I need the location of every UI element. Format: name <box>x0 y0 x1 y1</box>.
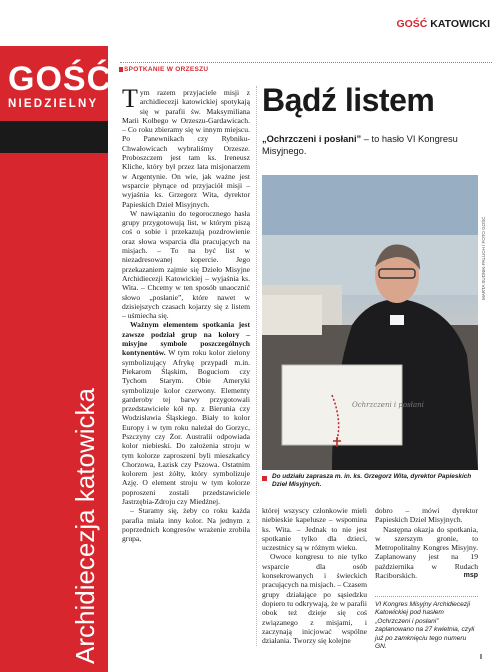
col3-paragraph-2-text: Następna okazja do spotkania, w szerszym gronie, to Metropolitalny Kongres Misyjny. Zaplanowany jest na 19 października w Rudach Raciborskich. <box>375 524 478 581</box>
logo-gosc: GOŚĆ <box>8 60 113 98</box>
page-number: I <box>480 654 482 661</box>
issue-box <box>0 121 108 153</box>
article-column-2 <box>262 506 367 645</box>
header-brand-gosc: GOŚĆ <box>396 18 428 30</box>
col3-paragraph-2 <box>375 525 478 581</box>
note-divider <box>375 596 478 597</box>
paragraph-1 <box>122 84 250 209</box>
gosc-niedzielny-logo <box>8 60 113 110</box>
article-lead <box>262 133 472 157</box>
paragraph-3 <box>122 320 250 506</box>
paragraph-4: – Staramy się, żeby co roku każda parafia miała inny kolor. Na jednym z poprzednich kongresów wrażenie zrobiła grupa, <box>122 506 250 544</box>
section-marker <box>119 67 123 72</box>
col2-paragraph-1: której wszyscy członkowie mieli niebieskie kapelusze – wspomina ks. Wita. – Jednak to nie jest spotkanie tylko dla dzieci, uczestnicy są w różnym wieku. <box>262 506 367 553</box>
editorial-note: VI Kongres Misyjny Archidiecezji Katowickiej pod hasłem „Ochrzczeni i posłani” zaplanowano na 27 kwietnia, czyli już po zamknięciu tego numeru GN. <box>375 601 475 651</box>
article-column-1 <box>122 84 250 544</box>
priest-photo <box>262 175 478 470</box>
issue-date: 28 kwietnia 2019 <box>441 128 490 135</box>
paragraph-3-bold: Ważnym elementem spotkania jest zawsze podział grup na kolory – misyjne symbole poszczególnych kontynentów. <box>122 320 250 358</box>
caption-marker <box>262 476 267 481</box>
header-brand <box>396 18 490 30</box>
website-url: www.katowice.gosc.pl <box>424 160 496 167</box>
sidebar-top-white <box>0 0 108 46</box>
author-signature: msp <box>463 572 478 580</box>
letter-handwriting: Ochrzczeni i posłani <box>352 401 424 409</box>
paragraph-3-text: W tym roku kolor zielony symbolizujący Afrykę przypadł m.in. Piekarom Śląskim, Boguciom czy Tychom Starym. Obie Ameryki symbolizuje kolor czerwony. Elementy garderoby tej barwy przygotowali przedstawiciele kół np. z Bierunia czy Wodzisławia Śląskiego. Biały to kolor Europy i w tym roku należał do Gorzyc, Pszczyny czy Żor. Australii odpowiada kolor niebieski. Do założenia stroju w tym kolorze zaproszeni byli mieszkańcy Chorzowa, Łazisk czy Pszowa. Ostatnim kolorem jest żółty, który symbolizuje Azję. O element stroju w tym kolorze poproszeni zostali przedstawiciele Jastrzębia-Zdroju czy Miedźnej. <box>122 348 250 507</box>
logo-niedzielny: NIEDZIELNY <box>8 98 99 110</box>
col2-paragraph-2: Owoce kongresu to nie tylko wsparcie dla osób konsekrowanych i świeckich pracujących na misjach. – Czasem grupy działające po sąsiedzku dopiero tu odkrywają, że w parafii obok też dzieje się coś związanego z misjami, i zaczynają inicjować wspólne działania. Tworzy się kolejne <box>262 552 367 646</box>
photo-illustration <box>262 175 478 470</box>
article-headline: Bądź listem <box>262 82 435 118</box>
drop-cap: T <box>122 84 138 113</box>
column-divider <box>256 86 257 646</box>
header-brand-region: KATOWICKI <box>430 18 490 30</box>
section-tag: SPOTKANIE W ORZESZU <box>124 66 209 73</box>
photo-credit: MARTA SUDNIK-PALUCH / FOTO GOŚĆ <box>481 216 486 300</box>
lead-quote: „Ochrzczeni i posłani” <box>262 134 362 144</box>
vertical-section-title: Archidiecezja katowicka <box>70 387 100 664</box>
article-column-3 <box>375 506 478 580</box>
paragraph-2: W nawiązaniu do tegorocznego hasła grupy przygotowują list, w którym piszą coś o sobie i przekazują pozdrowienie oraz słowa wsparcia dla pracujących na misjach. – To na być list w niezadresowanej kopercie. Jego przekazaniem zajmie się Dzieło Misyjne Archidiecezji Katowickiej – wyjaśnia ks. Wita. – Chcemy w ten sposób unaocznić słowo „posłanie”, które nawet w dzisiejszych czasach kojarzy się z listem – uśmiecha się. <box>122 208 250 321</box>
top-dotted-rule <box>120 62 492 63</box>
lead-rest: – to hasło VI Kongresu Misyjnego. <box>262 134 458 156</box>
col3-paragraph-1: dobro – mówi dyrektor Papieskich Dzieł Misyjnych. <box>375 506 478 525</box>
paragraph-1-text: ym razem przyjaciele misji z archidiecezji katowickiej spotykają się w parafii św. Maksymiliana Marii Kolbego w Orzeszu-Gardawicach. – Co roku zbieramy się w innym miejscu. Po Panewnikach czy Rybniku-Chwałowicach wybraliśmy Orzesze. Proboszczem jest tam ks. Ireneusz Kliche, który był przez lata misjonarzem w Argentynie. On wie, jak ważne jest wsparcie płynące od przyjaciół misji – wyjaśnia ks. Grzegorz Wita, dyrektor Papieskich Dzieł Misyjnych. <box>122 88 250 209</box>
photo-caption: Do udziału zaprasza m. in. ks. Grzegorz Wita, dyrektor Papieskich Dzieł Misyjnych. <box>272 473 472 488</box>
issue-number: nr 17/1416 <box>458 139 490 146</box>
